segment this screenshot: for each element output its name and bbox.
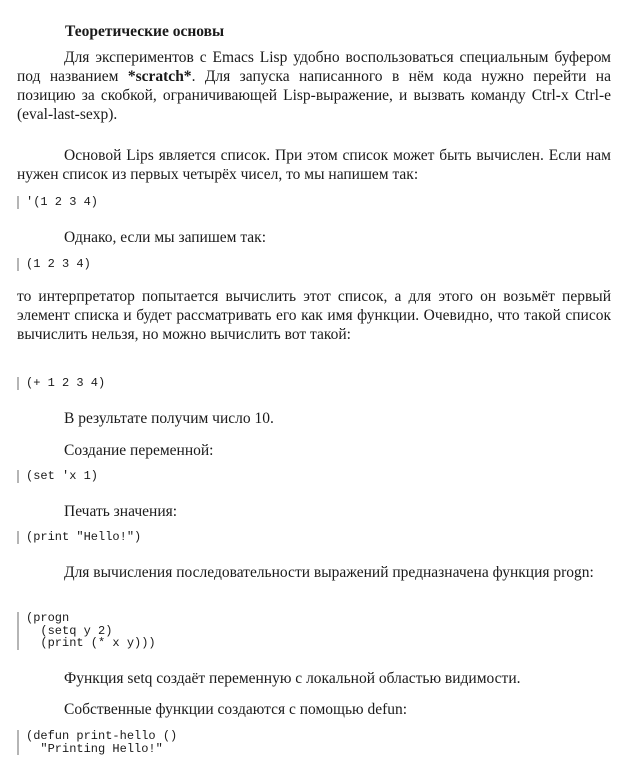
code-block-quoted-list: '(1 2 3 4)	[17, 196, 616, 209]
paragraph-setq: Функция setq создаёт переменную с локальной областью видимости.	[64, 670, 521, 687]
paragraph-text: . Для запуска написанного в нём кода нужно перейти на позицию за скобкой, ограничивающей Lisp-выражение, и вызвать команду Ctrl-x Ctrl-e (eval-last-sexp).	[17, 68, 611, 123]
paragraph-scratch-buffer	[17, 48, 611, 124]
code-block-defun: (defun print-hello () "Printing Hello!"	[17, 730, 616, 755]
bold-term-scratch: *scratch*	[127, 68, 192, 85]
paragraph-text: Для экспериментов с Emacs Lisp удобно воспользоваться специальным буфером под названием	[17, 49, 611, 85]
paragraph-result: В результате получим число 10.	[64, 410, 274, 427]
code-block-set: (set 'x 1)	[17, 470, 616, 483]
paragraph-defun: Собственные функции создаются с помощью defun:	[64, 701, 408, 718]
code-block-plain-list: (1 2 3 4)	[17, 258, 616, 271]
paragraph-interpreter: то интерпретатор попытается вычислить этот список, а для этого он возьмёт первый элемент списка и будет рассматривать его как имя функции. Очевидно, что такой список вычислить нельзя, но можно вычислить вот такой:	[17, 288, 611, 343]
paragraph-progn: Для вычисления последовательности выражений предназначена функция progn:	[64, 564, 594, 581]
paragraph-variable: Создание переменной:	[64, 442, 214, 459]
paragraph-print: Печать значения:	[64, 503, 178, 520]
paragraph-list-basics: Основой Lips является список. При этом список может быть вычислен. Если нам нужен список из первых четырёх чисел, то мы напишем так:	[17, 147, 611, 183]
code-block-sum: (+ 1 2 3 4)	[17, 377, 616, 390]
code-block-progn: (progn (setq y 2) (print (* x y)))	[17, 612, 616, 650]
code-block-print: (print "Hello!")	[17, 531, 616, 544]
paragraph-however: Однако, если мы запишем так:	[64, 229, 267, 246]
section-heading: Теоретические основы	[65, 23, 225, 40]
